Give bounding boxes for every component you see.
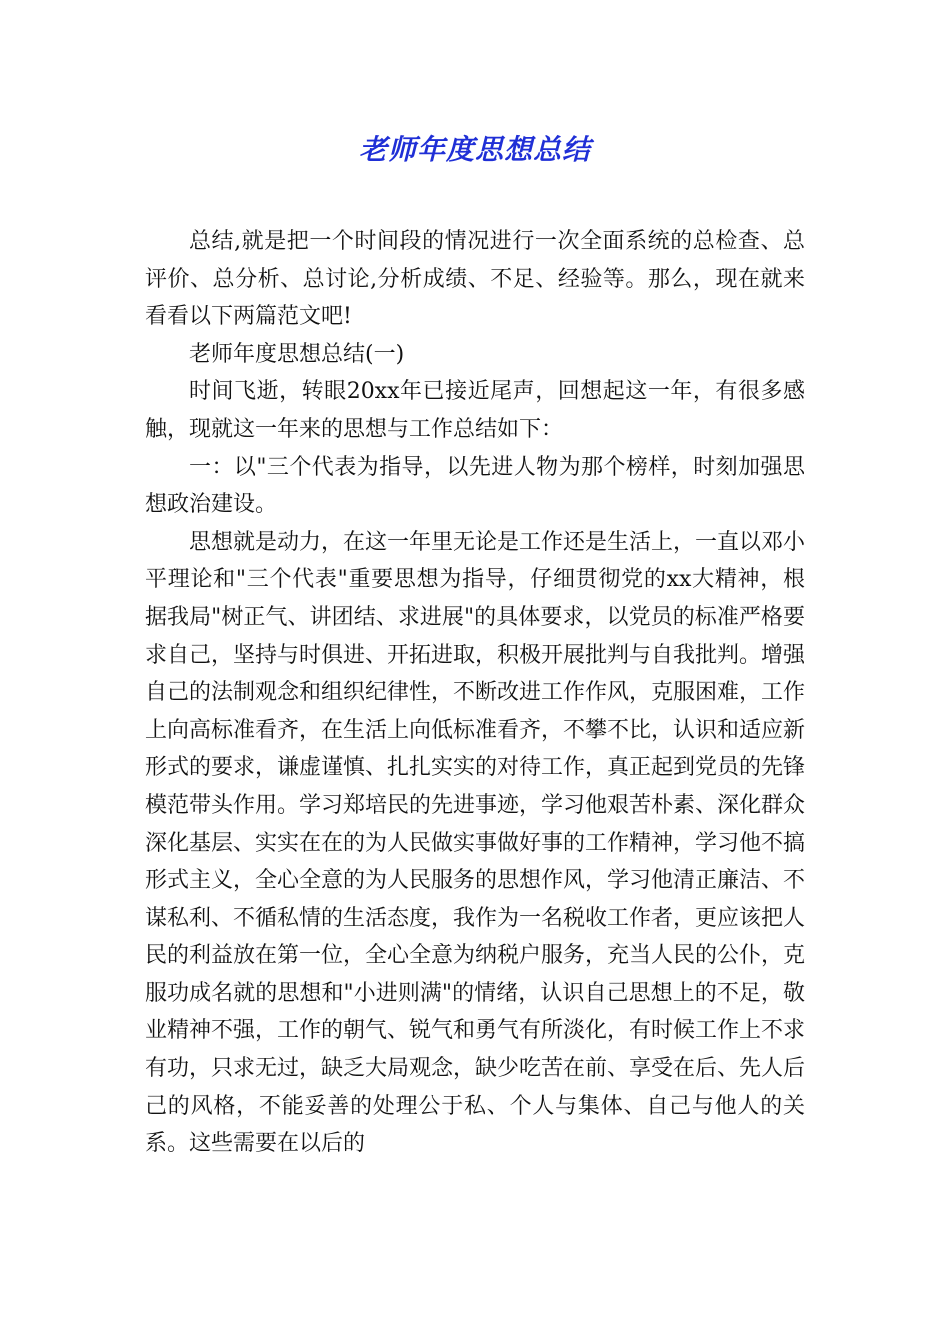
- paragraph-point-one: 一：以"三个代表为指导，以先进人物为那个榜样，时刻加强思想政治建设。: [145, 454, 805, 518]
- document-body: [145, 223, 805, 1163]
- paragraph-opening: 时间飞逝，转眼20xx年已接近尾声，回想起这一年，有很多感触，现就这一年来的思想与工作总结如下：: [145, 379, 805, 442]
- paragraph-heading: 老师年度思想总结(一): [189, 341, 405, 367]
- paragraph-main: 思想就是动力，在这一年里无论是工作还是生活上，一直以邓小平理论和"三个代表"重要思想为指导，仔细贯彻党的xx大精神，根据我局"树正气、讲团结、求进展"的具体要求，以党员的标准严格要求自己，坚持与时俱进、开拓进取，积极开展批判与自我批判。增强自己的法制观念和组织纪律性，不断改进工作作风，克服困难，工作上向高标准看齐，在生活上向低标准看齐，不攀不比，认识和适应新形式的要求，谦虚谨慎、扎扎实实的对待工作，真正起到党员的先锋模范带头作用。学习郑培民的先进事迹，学习他艰苦朴素、深化群众深化基层、实实在在的为人民做实事做好事的工作精神，学习他不搞形式主义，全心全意的为人民服务的思想作风，学习他清正廉洁、不谋私利、不循私情的生活态度，我作为一名税收工作者，更应该把人民的利益放在第一位，全心全意为纳税户服务，充当人民的公仆，克服功成名就的思想和"小进则满"的情绪，认识自己思想上的不足，敬业精神不强，工作的朝气、锐气和勇气有所淡化，有时候工作上不求有功，只求无过，缺乏大局观念，缺少吃苦在前、享受在后、先人后己的风格，不能妥善的处理公于私、个人与集体、自己与他人的关系。这些需要在以后的: [145, 529, 806, 1157]
- paragraph-intro: 总结,就是把一个时间段的情况进行一次全面系统的总检查、总评价、总分析、总讨论,分析成绩、不足、经验等。那么，现在就来看看以下两篇范文吧!: [145, 229, 805, 330]
- document-title: 老师年度思想总结: [358, 133, 591, 166]
